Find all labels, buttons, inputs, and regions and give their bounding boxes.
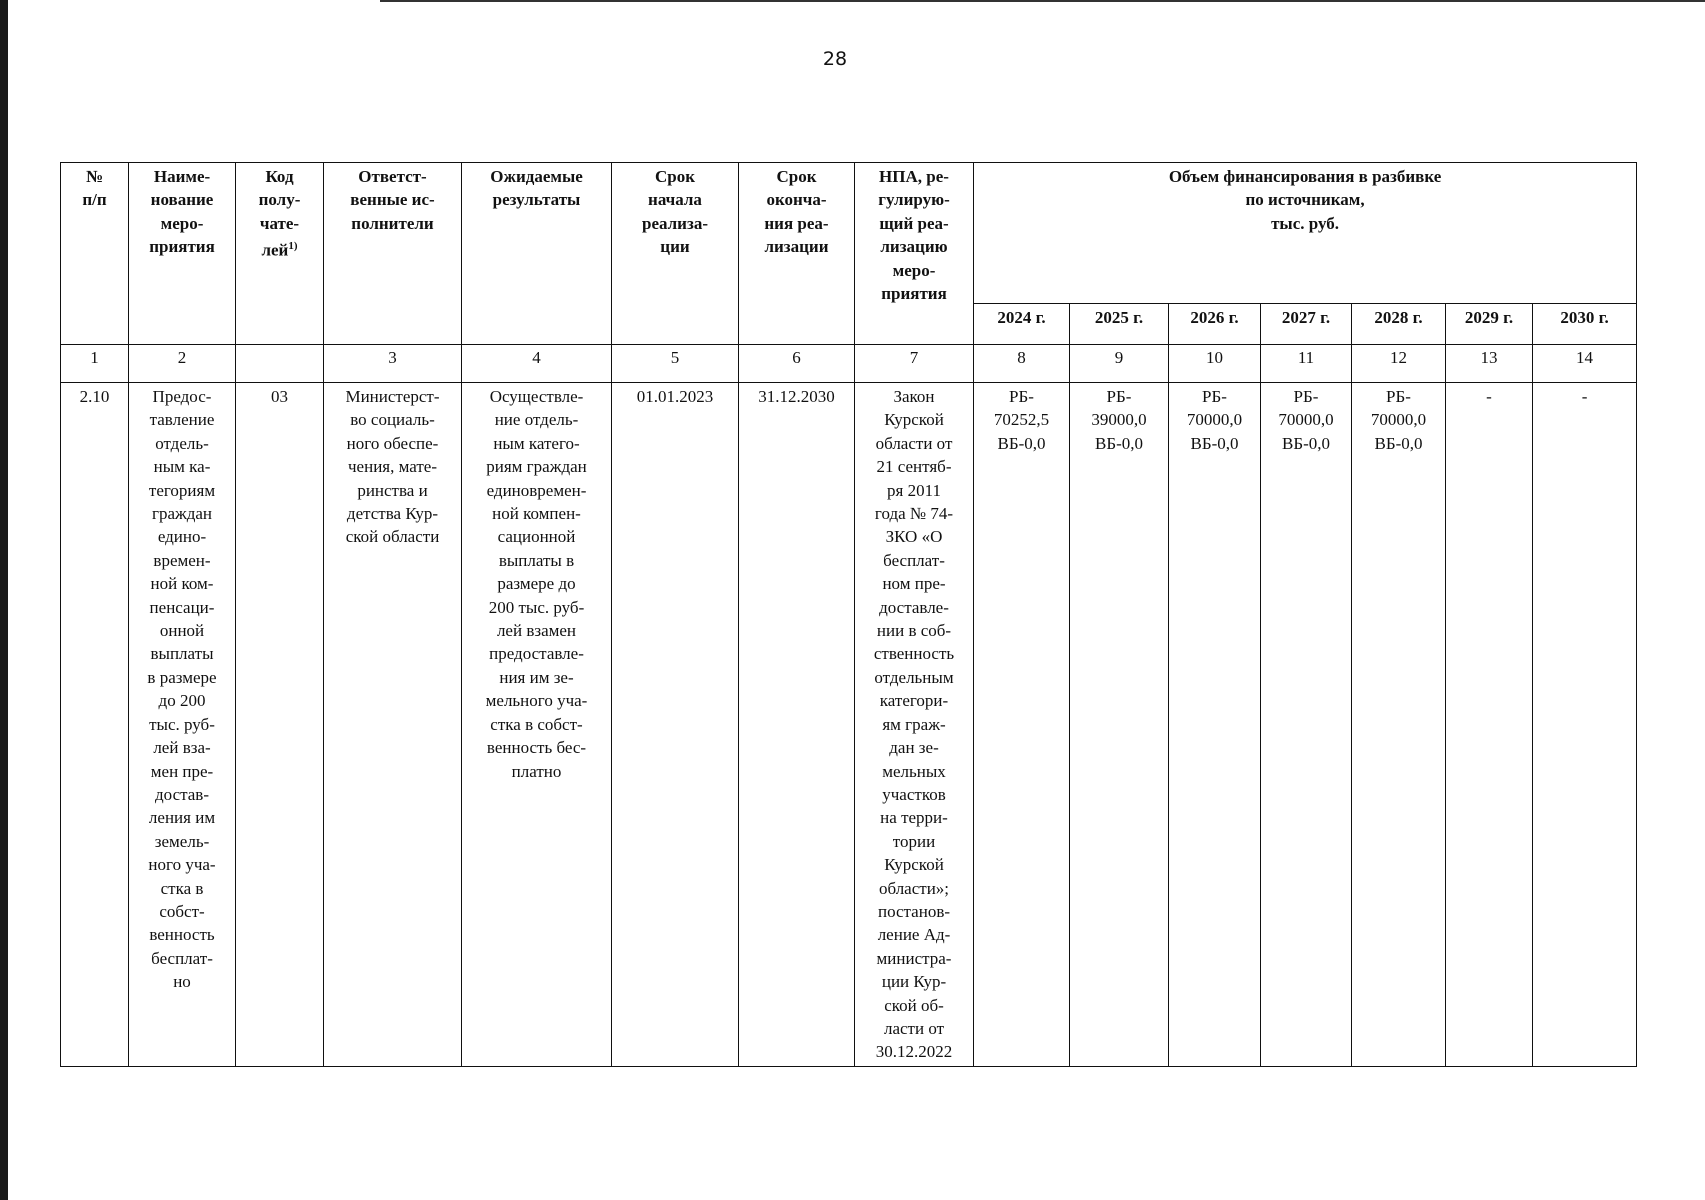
row-financing-2028: РБ- 70000,0 ВБ-0,0 xyxy=(1352,383,1446,1067)
column-number: 11 xyxy=(1261,345,1352,383)
header-code-label: Код полу- чате- лей xyxy=(258,167,301,260)
header-year: 2026 г. xyxy=(1169,304,1261,345)
row-num: 2.10 xyxy=(61,383,129,1067)
column-number: 1 xyxy=(61,345,129,383)
row-financing-2027: РБ- 70000,0 ВБ-0,0 xyxy=(1261,383,1352,1067)
row-start: 01.01.2023 xyxy=(612,383,739,1067)
column-number: 2 xyxy=(129,345,236,383)
header-row xyxy=(61,163,1637,304)
header-name: Наиме- нование меро- приятия xyxy=(129,163,236,345)
column-number-row xyxy=(61,345,1637,383)
column-number: 5 xyxy=(612,345,739,383)
header-start: Срок начала реализа- ции xyxy=(612,163,739,345)
row-financing-2030: - xyxy=(1533,383,1637,1067)
header-npa: НПА, ре- гулирую- щий реа- лизацию меро- приятия xyxy=(855,163,974,345)
financing-table xyxy=(60,162,1637,1067)
row-npa: Закон Курской области от 21 сентяб- ря 2011 года № 74- ЗКО «О бесплат- ном пре- доставле- нии в соб- ственность отдельным категори- ям граж- дан зе- мельных участков на терри- тории Курской области»; постанов- ление Ад- министра- ции Кур- ской об- ласти от 30.12.2022 xyxy=(855,383,974,1067)
header-financing: Объем финансирования в разбивке по источникам, тыс. руб. xyxy=(974,163,1637,304)
header-code xyxy=(236,163,324,345)
header-year: 2028 г. xyxy=(1352,304,1446,345)
row-code: 03 xyxy=(236,383,324,1067)
header-results: Ожидаемые результаты xyxy=(462,163,612,345)
header-year: 2024 г. xyxy=(974,304,1070,345)
header-responsible: Ответст- венные ис- полнители xyxy=(324,163,462,345)
column-number: 6 xyxy=(739,345,855,383)
column-number: 14 xyxy=(1533,345,1637,383)
row-financing-2024: РБ- 70252,5 ВБ-0,0 xyxy=(974,383,1070,1067)
row-end: 31.12.2030 xyxy=(739,383,855,1067)
row-financing-2025: РБ- 39000,0 ВБ-0,0 xyxy=(1070,383,1169,1067)
scan-edge-left xyxy=(0,0,8,1200)
column-number xyxy=(236,345,324,383)
column-number: 9 xyxy=(1070,345,1169,383)
column-number: 3 xyxy=(324,345,462,383)
row-responsible: Министерст- во социаль- ного обеспе- чения, мате- ринства и детства Кур- ской области xyxy=(324,383,462,1067)
column-number: 7 xyxy=(855,345,974,383)
column-number: 12 xyxy=(1352,345,1446,383)
header-year: 2025 г. xyxy=(1070,304,1169,345)
column-number: 8 xyxy=(974,345,1070,383)
row-financing-2029: - xyxy=(1446,383,1533,1067)
column-number: 10 xyxy=(1169,345,1261,383)
row-name: Предос- тавление отдель- ным ка- тегориям граждан едино- времен- ной ком- пенсаци- онной выплаты в размере до 200 тыс. руб- лей вза- мен пре- достав- ления им земель- ного уча- стка в собст- венность бесплат- но xyxy=(129,383,236,1067)
header-year: 2030 г. xyxy=(1533,304,1637,345)
header-year: 2027 г. xyxy=(1261,304,1352,345)
scan-edge-top xyxy=(380,0,1705,2)
row-results: Осуществле- ние отдель- ным катего- риям граждан единовремен- ной компен- сационной выплаты в размере до 200 тыс. руб- лей взамен предоставле- ния им зе- мельного уча- стка в собст- венность бес- платно xyxy=(462,383,612,1067)
page-number: 28 xyxy=(822,48,848,70)
table-row xyxy=(61,383,1637,1067)
column-number: 4 xyxy=(462,345,612,383)
header-end: Срок оконча- ния реа- лизации xyxy=(739,163,855,345)
column-number: 13 xyxy=(1446,345,1533,383)
row-financing-2026: РБ- 70000,0 ВБ-0,0 xyxy=(1169,383,1261,1067)
header-code-footnote: 1) xyxy=(288,240,298,253)
header-num: № п/п xyxy=(61,163,129,345)
header-year: 2029 г. xyxy=(1446,304,1533,345)
